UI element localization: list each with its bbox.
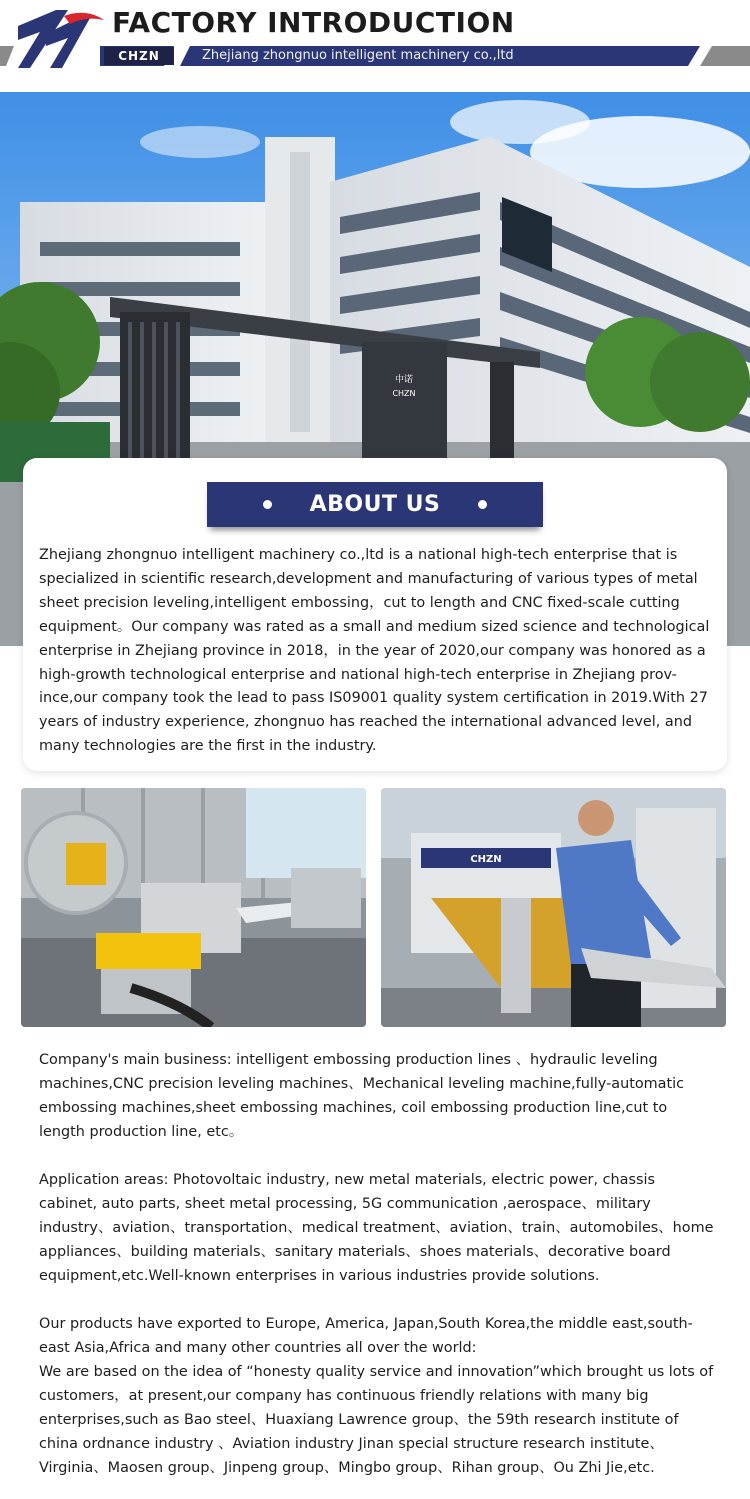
about-us-badge: [207, 482, 543, 527]
left-gray-slant: [0, 46, 14, 66]
chzn-logo-icon: [16, 10, 104, 68]
about-us-text: Zhejiang zhongnuo intelligent machinery co.,ltd is a national high-tech enterprise that is specialized in scientific research,development and manufacturing of various types of metal sheet precision leveling,intelligent embossing，cut to length and CNC fixed-scale cutting equipment。Our company was rated as a small and medium sized science and technological enterprise in Zhejiang province in 2018，in the year of 2020,our company was honored as a high-growth technological enterprise and national high-tech enterprise in Zhejiang prov-ince,our company took the lead to pass IS09001 quality system certification in 2019.With 27 years of industry experience, zhongnuo has reached the international advanced level, and many technologies are the first in the industry.: [39, 547, 710, 755]
page-header: [0, 0, 750, 80]
exports-customers-block: [39, 1312, 715, 1480]
leveling-machine-photo: [21, 788, 366, 1027]
coil-machine-illustration: [21, 788, 366, 1027]
page-title: FACTORY INTRODUCTION: [112, 6, 515, 39]
gray-slant-decoration: [700, 46, 750, 66]
customers-paragraph: We are based on the idea of “honesty quality service and innovation”which brought us lots of customers，at present,our company has continuous friendly relations with many big enterprises,such as Bao steel、Huaxiang Lawrence group、the 59th research institute of china ordnance industry 、Aviation industry Jinan special structure research institute、Virginia、Maosen group、Jinpeng group、Mingbo group、Rihan group、Ou Zhi Jie,etc.: [39, 1364, 714, 1476]
application-areas-paragraph: Application areas: Photovoltaic industry, new metal materials, electric power, chassis cabinet, auto parts, sheet metal processing, 5G communication ,aerospace、military industry、aviation、transportation、medical treatment、aviation、train、automobiles、home appliances、building materials、sanitary materials、shoes materials、decorative board equipment,etc.Well-known enterprises in various industries provide solutions.: [39, 1172, 714, 1284]
machine-brand-label: CHZN: [470, 854, 502, 865]
embossing-machine-photo: [381, 788, 726, 1027]
main-business-paragraph: Company's main business: intelligent embossing production lines 、hydraulic leveling machines,CNC precision leveling machines、Mechanical leveling machine,fully-automatic embossing machines,sheet embossing machines, coil embossing production line,cut to length production line, etc。: [39, 1052, 685, 1140]
exports-paragraph: Our products have exported to Europe, America, Japan,South Korea,the middle east,south-east Asia,Africa and many other countries all over the world:: [39, 1316, 693, 1356]
gate-logo-text: 中诺: [394, 375, 414, 385]
dot-right-icon: [478, 500, 487, 509]
company-subtitle: Zhejiang zhongnuo intelligent machinery co.,ltd: [202, 48, 514, 63]
operator-machine-illustration: [381, 788, 726, 1027]
brand-tag: CHZN: [104, 47, 174, 65]
about-us-heading: ABOUT US: [309, 492, 441, 517]
gate-brand-text: CHZN: [392, 389, 416, 398]
